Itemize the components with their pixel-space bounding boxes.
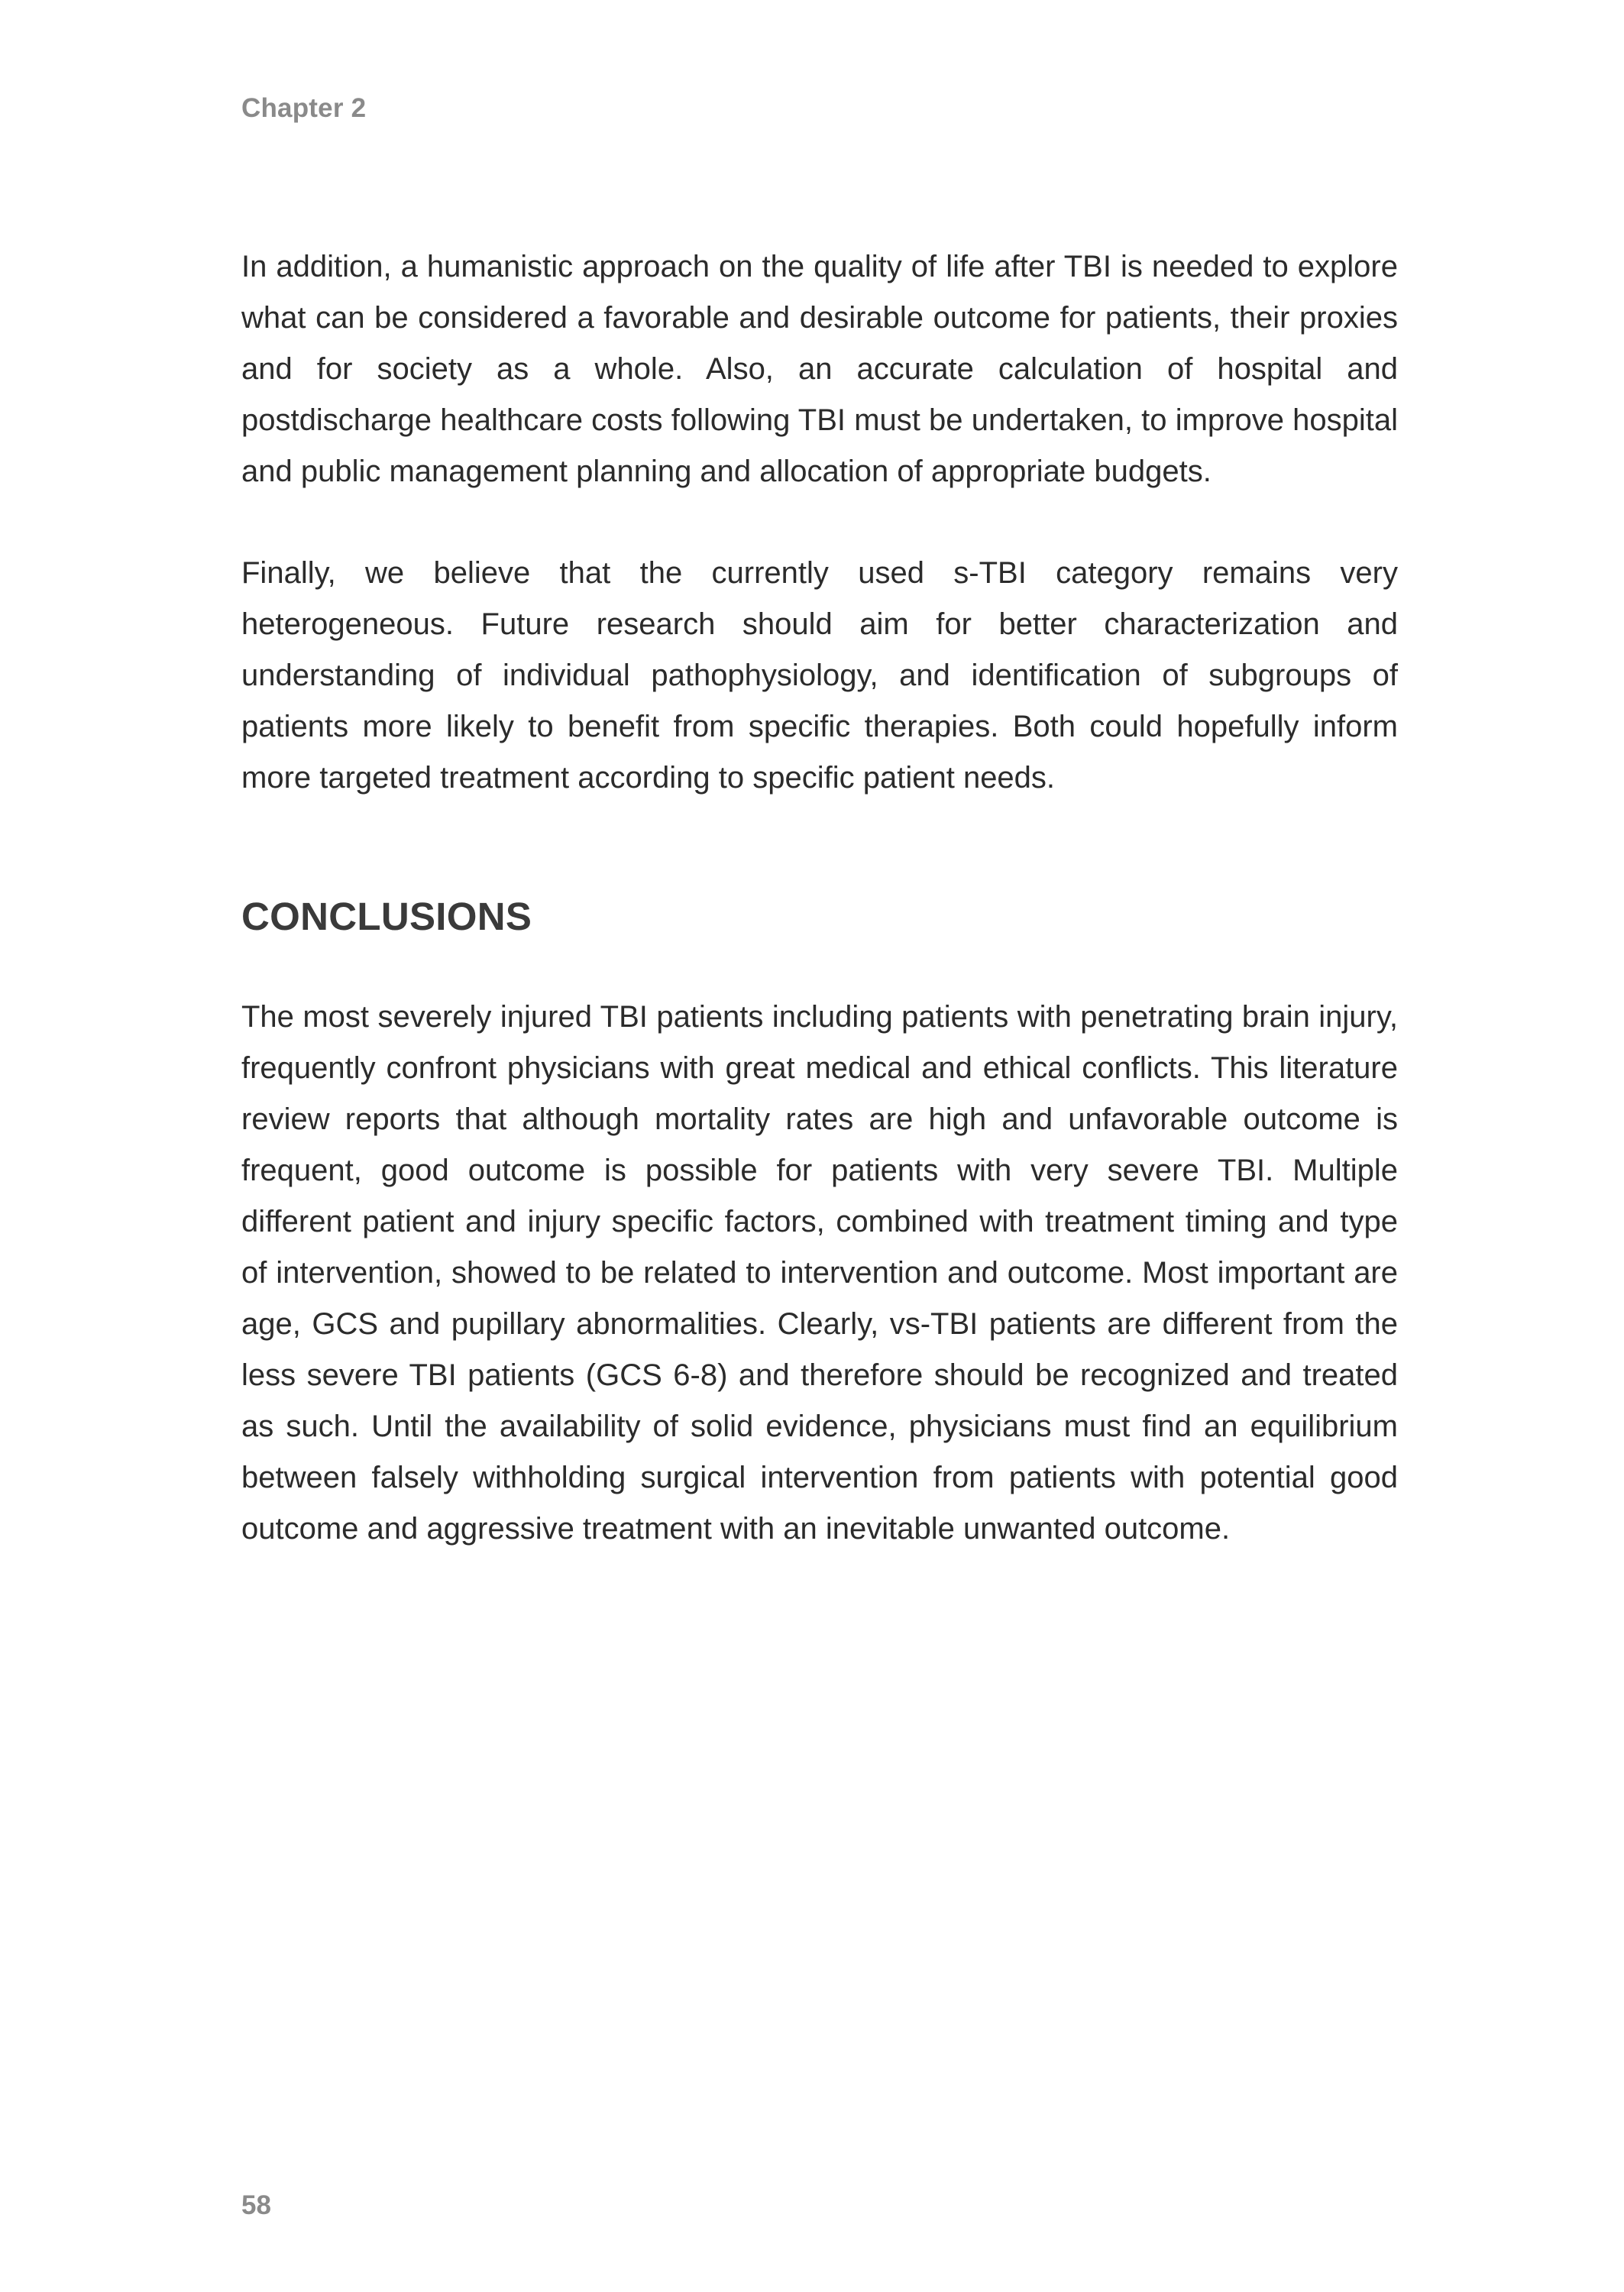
section-heading-conclusions: CONCLUSIONS <box>241 895 532 938</box>
body-paragraph-quality-of-life: In addition, a humanistic approach on the quality of life after TBI is needed to explore what can be considered a favorable and desirable outcome for patients, their proxies and for society as a whole. Also, an accurate calculation of hospital and postdischarge healthcare costs following TBI must be undertaken, to improve hospital and public management planning and allocation of appropriate budgets. <box>241 250 1398 488</box>
page-body <box>241 241 1398 1555</box>
body-paragraph-future-research: Finally, we believe that the currently used s-TBI category remains very heterogeneous. Future research should aim for better characterization and understanding of individual pathophysiology, and identification of subgroups of patients more likely to benefit from specific therapies. Both could hopefully inform more targeted treatment according to specific patient needs. <box>241 556 1398 795</box>
running-header-chapter: Chapter 2 <box>241 93 367 123</box>
page-number: 58 <box>241 2190 271 2220</box>
conclusions-paragraph: The most severely injured TBI patients including patients with penetrating brain injury, frequently confront physicians with great medical and ethical conflicts. This literature review reports that although mortality rates are high and unfavorable outcome is frequent, good outcome is possible for patients with very severe TBI. Multiple different patient and injury specific factors, combined with treatment timing and type of intervention, showed to be related to intervention and outcome. Most important are age, GCS and pupillary abnormalities. Clearly, vs-TBI patients are different from the less severe TBI patients (GCS 6-8) and therefore should be recognized and treated as such. Until the availability of solid evidence, physicians must find an equilibrium between falsely withholding surgical intervention from patients with potential good outcome and aggressive treatment with an inevitable unwanted outcome. <box>241 1000 1398 1546</box>
